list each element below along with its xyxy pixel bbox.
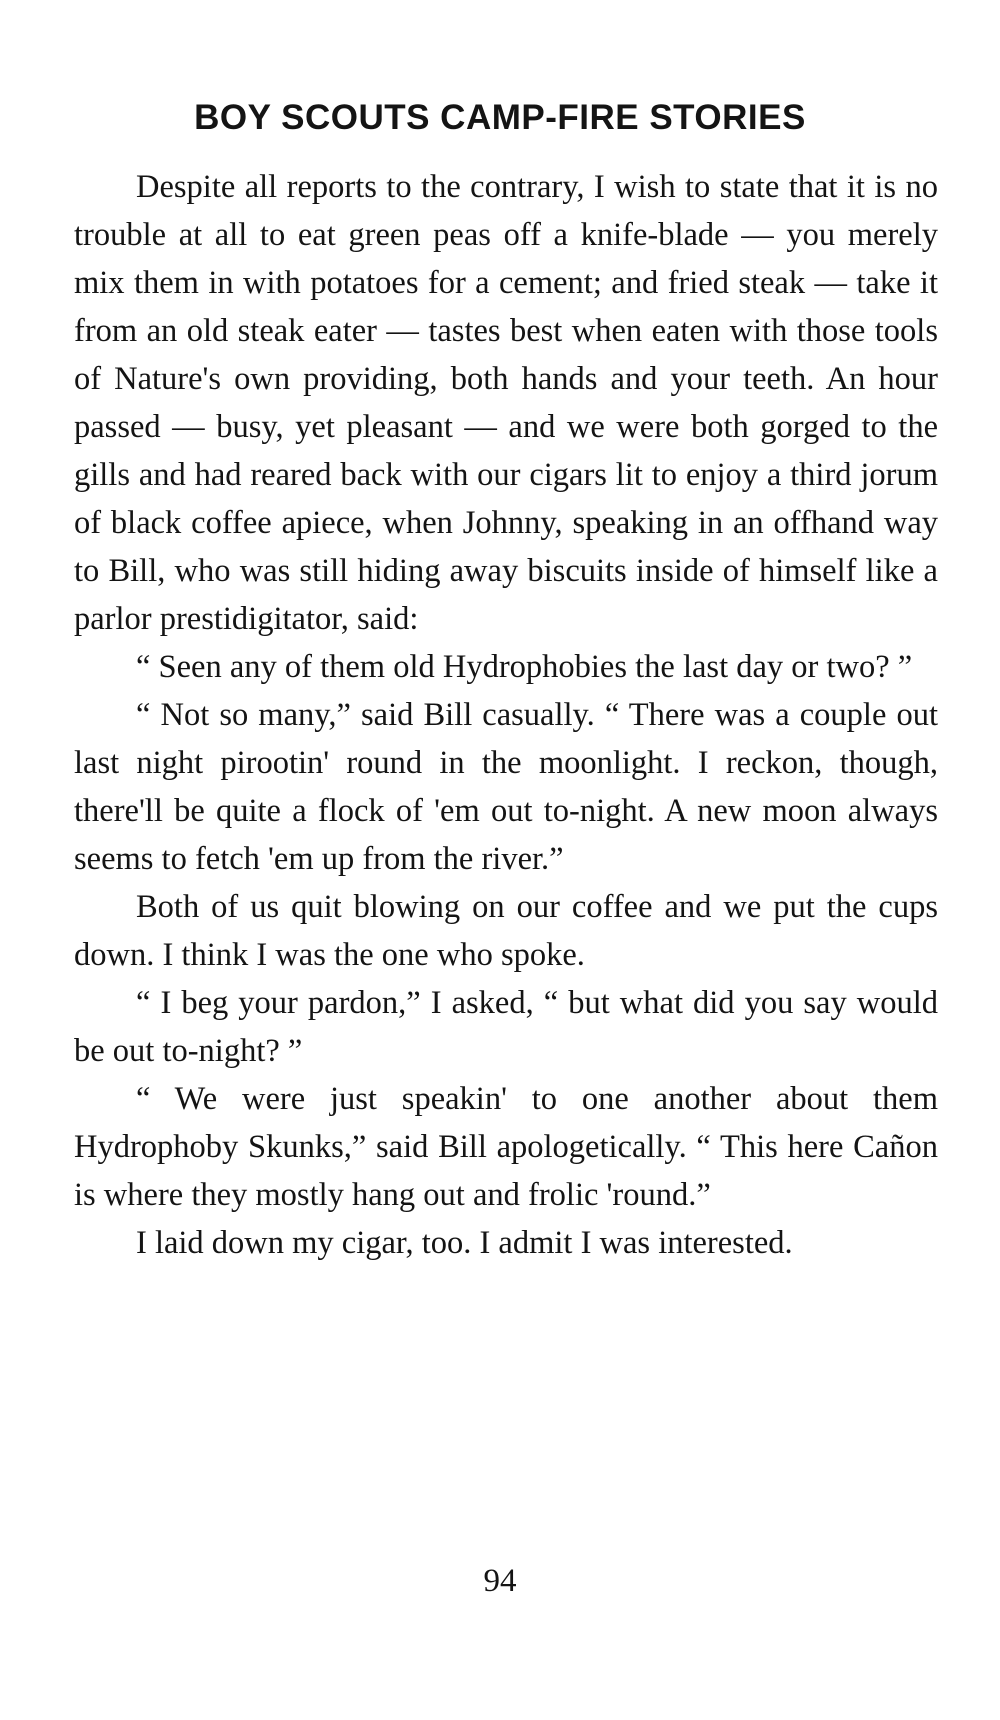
paragraph: Both of us quit blowing on our coffee and we put the cups down. I think I was the one who spoke. [74, 889, 938, 973]
paragraph: “ I beg your pardon,” I asked, “ but what did you say would be out to-night? ” [74, 985, 938, 1069]
paragraph: Despite all reports to the contrary, I wish to state that it is no trouble at all to eat green peas off a knife-blade — you merely mix them in with potatoes for a cement; and fried steak — take it from an old steak eater — tastes best when eaten with those tools of Nature's own providing, both hands and your teeth. An hour passed — busy, yet pleasant — and we were both gorged to the gills and had reared back with our cigars lit to enjoy a third jorum of black coffee apiece, when Johnny, speaking in an offhand way to Bill, who was still hiding away biscuits inside of himself like a parlor prestidigitator, said: [74, 169, 938, 637]
body-text [74, 163, 938, 1267]
paragraph: “ We were just speakin' to one another about them Hydrophoby Skunks,” said Bill apologetically. “ This here Cañon is where they mostly hang out and frolic 'round.” [74, 1081, 938, 1213]
paragraph: I laid down my cigar, too. I admit I was interested. [136, 1225, 793, 1261]
page-number: 94 [483, 1563, 517, 1599]
running-title: BOY SCOUTS CAMP-FIRE STORIES [194, 98, 806, 137]
paragraph: “ Seen any of them old Hydrophobies the last day or two? ” [136, 649, 913, 685]
paragraph: “ Not so many,” said Bill casually. “ There was a couple out last night pirootin' round in the moonlight. I reckon, though, there'll be quite a flock of 'em out to-night. A new moon always seems to fetch 'em up from the river.” [74, 697, 938, 877]
